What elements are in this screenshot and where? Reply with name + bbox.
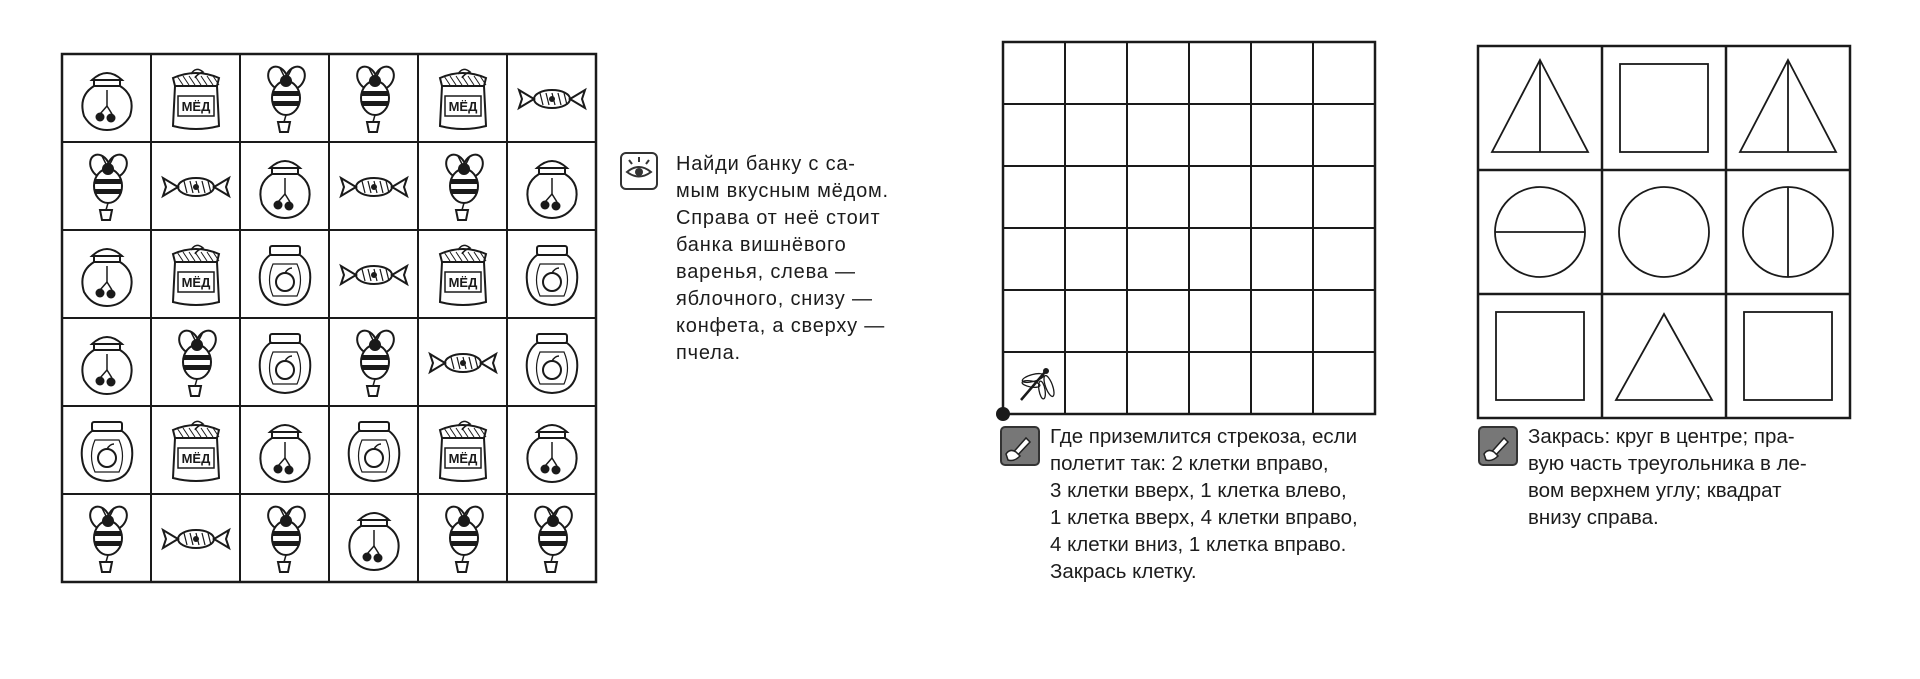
task3-line: вую часть треугольника в ле- — [1528, 452, 1807, 475]
svg-text:МЁД: МЁД — [448, 451, 478, 466]
task2-line: 4 клетки вниз, 1 клетка вправо. — [1050, 533, 1347, 556]
svg-text:МЁД: МЁД — [448, 99, 478, 114]
honey-jar-icon — [173, 421, 219, 481]
task1-line: Найди банку с са- — [676, 153, 856, 175]
pencil-hand-icon — [1478, 426, 1518, 466]
task2-line: Где приземлится стрекоза, если — [1050, 425, 1358, 448]
svg-text:МЁД: МЁД — [181, 451, 211, 466]
honey-jar-icon — [440, 421, 486, 481]
task2-line: 3 клетки вверх, 1 клетка влево, — [1050, 479, 1347, 502]
task3-line: Закрась: круг в центре; пра- — [1528, 425, 1795, 448]
task1-instructions — [676, 151, 916, 367]
task2-line: полетит так: 2 клетки вправо, — [1050, 452, 1329, 475]
task2-line: Закрась клетку. — [1050, 560, 1197, 583]
task1-line: варенья, слева — — [676, 261, 856, 283]
honey-jar-icon — [173, 69, 219, 129]
dragonfly-grid — [993, 40, 1378, 425]
task1-line: пчела. — [676, 342, 741, 364]
task1-line: яблочного, снизу — — [676, 288, 873, 310]
honey-jar-icon — [440, 69, 486, 129]
start-point-dot — [996, 407, 1010, 421]
task1-line: Справа от неё стоит — [676, 207, 881, 229]
task3-line: вом верхнем углу; квадрат — [1528, 479, 1782, 502]
task3-line: внизу справа. — [1528, 506, 1659, 529]
honey-jar-icon — [440, 245, 486, 305]
svg-text:МЁД: МЁД — [181, 275, 211, 290]
eye-icon — [619, 151, 659, 191]
shapes-grid — [1476, 44, 1854, 422]
svg-text:МЁД: МЁД — [448, 275, 478, 290]
task3-instructions — [1528, 423, 1858, 531]
task2-instructions — [1050, 423, 1390, 585]
picture-grid — [60, 52, 600, 588]
honey-jar-icon — [173, 245, 219, 305]
task1-line: мым вкусным мёдом. — [676, 180, 889, 202]
task2-line: 1 клетка вверх, 4 клетки вправо, — [1050, 506, 1358, 529]
task1-line: конфета, а сверху — — [676, 315, 886, 337]
pencil-hand-icon — [1000, 426, 1040, 466]
task1-line: банка вишнёвого — [676, 234, 847, 256]
svg-text:МЁД: МЁД — [181, 99, 211, 114]
